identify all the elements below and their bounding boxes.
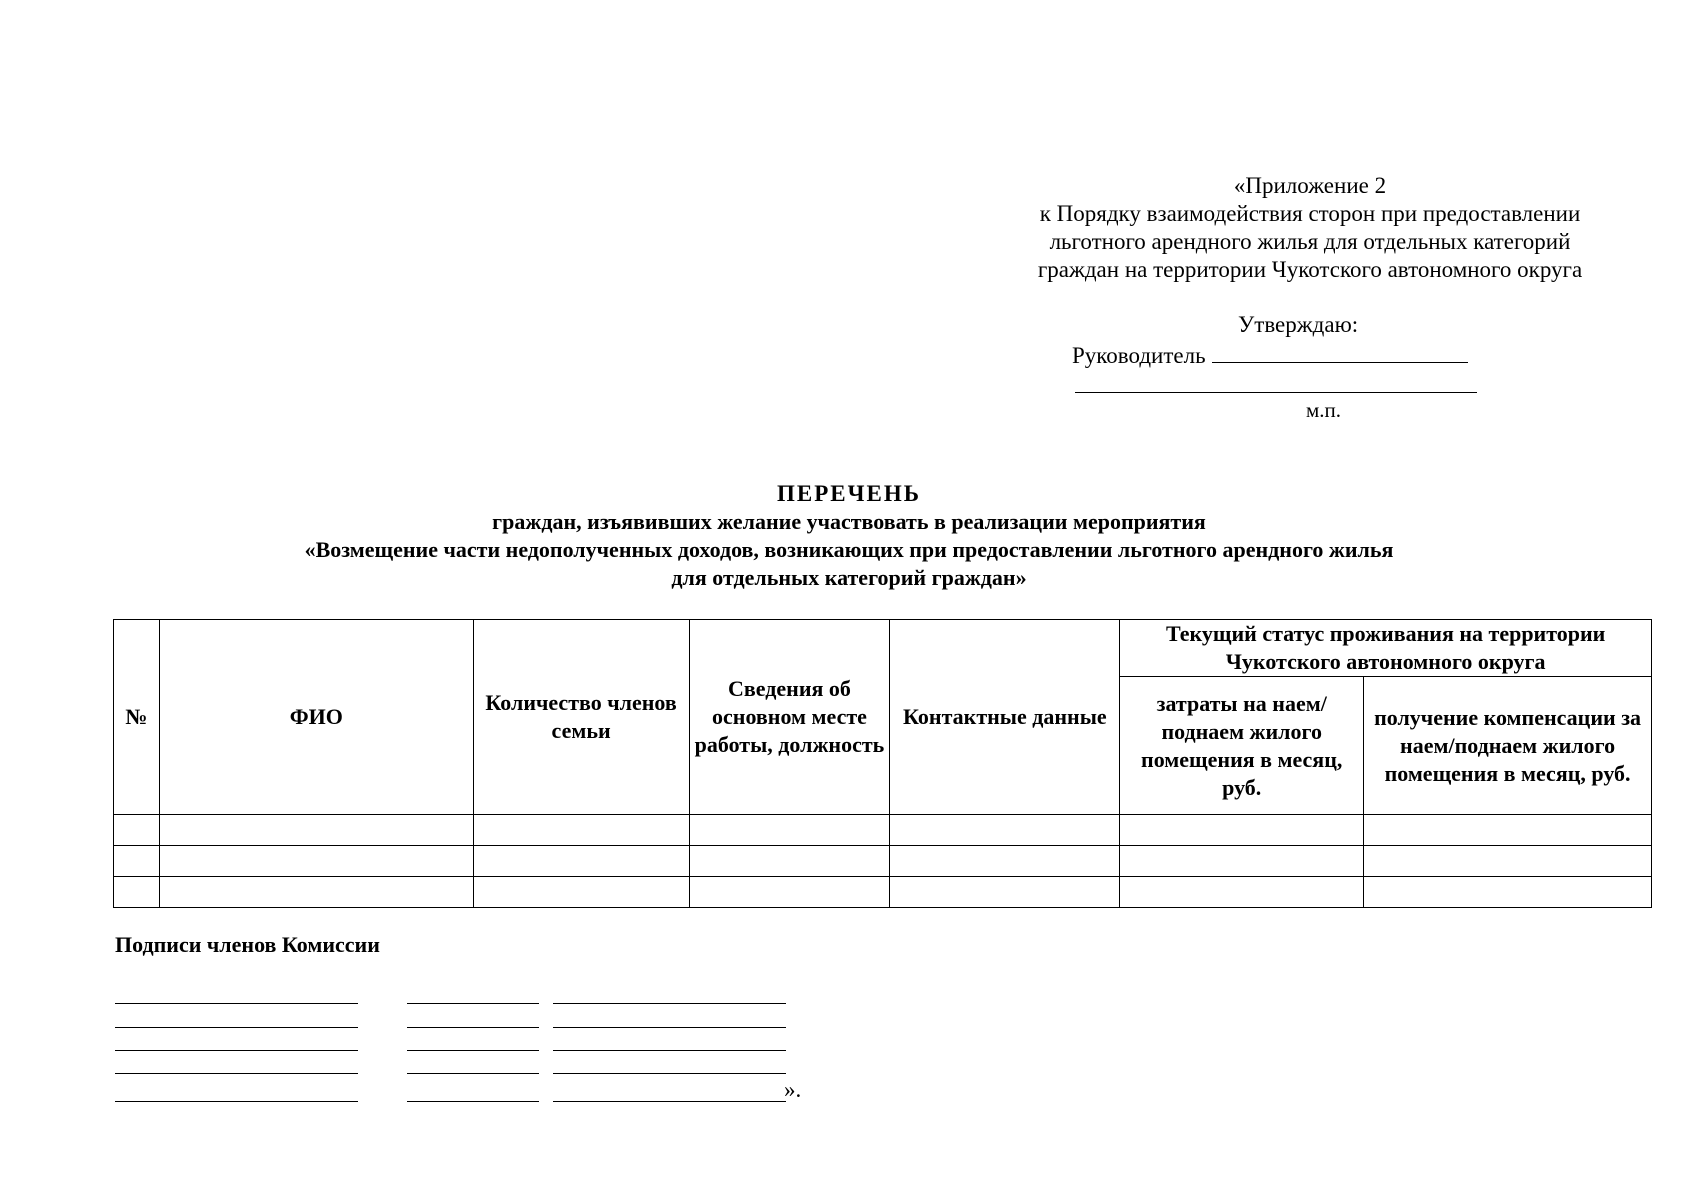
- signature-line[interactable]: [115, 1003, 358, 1004]
- header-number: №: [114, 620, 160, 815]
- table-cell[interactable]: [689, 815, 890, 846]
- signature-line[interactable]: [407, 1027, 539, 1028]
- head-signature-row: [1072, 340, 1468, 369]
- title-line-2: «Возмещение части недополученных доходов, возникающих при предоставлении льготного арендного жилья: [304, 537, 1394, 562]
- signature-line[interactable]: [115, 1050, 358, 1051]
- table-cell[interactable]: [473, 846, 689, 877]
- table-cell[interactable]: [890, 877, 1120, 908]
- signature-line[interactable]: [553, 1101, 786, 1102]
- table-row: [114, 846, 1652, 877]
- table-cell[interactable]: [159, 815, 473, 846]
- appendix-header: [1020, 172, 1600, 284]
- header-rent-costs: затраты на наем/поднаем жилого помещения в месяц, руб.: [1120, 677, 1364, 815]
- signature-line[interactable]: [115, 1101, 358, 1102]
- table-cell[interactable]: [1120, 815, 1364, 846]
- header-status-group: Текущий статус проживания на территории Чукотского автономного округа: [1120, 620, 1652, 677]
- head-label: Руководитель: [1072, 343, 1206, 368]
- head-signature-line: [1212, 340, 1468, 363]
- table-cell[interactable]: [1364, 815, 1652, 846]
- header-workplace: Сведения об основном месте работы, должность: [689, 620, 890, 815]
- table-cell[interactable]: [114, 815, 160, 846]
- signature-line[interactable]: [553, 1027, 786, 1028]
- title-main: ПЕРЕЧЕНЬ: [777, 481, 921, 506]
- header-fio: ФИО: [159, 620, 473, 815]
- table-cell[interactable]: [1120, 877, 1364, 908]
- header-contacts: Контактные данные: [890, 620, 1120, 815]
- head-name-line: [1075, 392, 1477, 393]
- approve-label: Утверждаю:: [1238, 312, 1359, 337]
- table-cell[interactable]: [114, 846, 160, 877]
- signature-line[interactable]: [407, 1003, 539, 1004]
- signatures-title: Подписи членов Комиссии: [115, 932, 380, 957]
- table-cell[interactable]: [890, 846, 1120, 877]
- closing-quote: ».: [784, 1077, 802, 1102]
- table-cell[interactable]: [159, 877, 473, 908]
- signature-line[interactable]: [407, 1073, 539, 1074]
- header-compensation: получение компенсации за наем/поднаем жилого помещения в месяц, руб.: [1364, 677, 1652, 815]
- table-cell[interactable]: [890, 815, 1120, 846]
- signature-line[interactable]: [407, 1101, 539, 1102]
- table-cell[interactable]: [114, 877, 160, 908]
- signature-line[interactable]: [553, 1003, 786, 1004]
- appendix-line-3: льготного арендного жилья для отдельных категорий: [1049, 229, 1571, 254]
- table-cell[interactable]: [1120, 846, 1364, 877]
- citizens-table: [113, 619, 1652, 908]
- table-row: [114, 877, 1652, 908]
- signature-line[interactable]: [553, 1073, 786, 1074]
- table-cell[interactable]: [1364, 846, 1652, 877]
- stamp-label: м.п.: [1306, 398, 1342, 422]
- table-cell[interactable]: [473, 815, 689, 846]
- signature-line[interactable]: [553, 1050, 786, 1051]
- signature-line[interactable]: [115, 1027, 358, 1028]
- table-row: [114, 815, 1652, 846]
- signature-line[interactable]: [115, 1073, 358, 1074]
- table-cell[interactable]: [689, 846, 890, 877]
- table-cell[interactable]: [159, 846, 473, 877]
- table-cell[interactable]: [1364, 877, 1652, 908]
- signature-line[interactable]: [407, 1050, 539, 1051]
- title-line-3: для отдельных категорий граждан»: [671, 565, 1027, 590]
- header-family-count: Количество членов семьи: [473, 620, 689, 815]
- table-cell[interactable]: [689, 877, 890, 908]
- appendix-line-4: граждан на территории Чукотского автономного округа: [1037, 257, 1583, 282]
- appendix-line-2: к Порядку взаимодействия сторон при предоставлении: [1039, 201, 1581, 226]
- appendix-line-1: «Приложение 2: [1233, 173, 1387, 198]
- table-cell[interactable]: [473, 877, 689, 908]
- title-line-1: граждан, изъявивших желание участвовать в реализации мероприятия: [492, 509, 1206, 534]
- document-title: [0, 480, 1698, 592]
